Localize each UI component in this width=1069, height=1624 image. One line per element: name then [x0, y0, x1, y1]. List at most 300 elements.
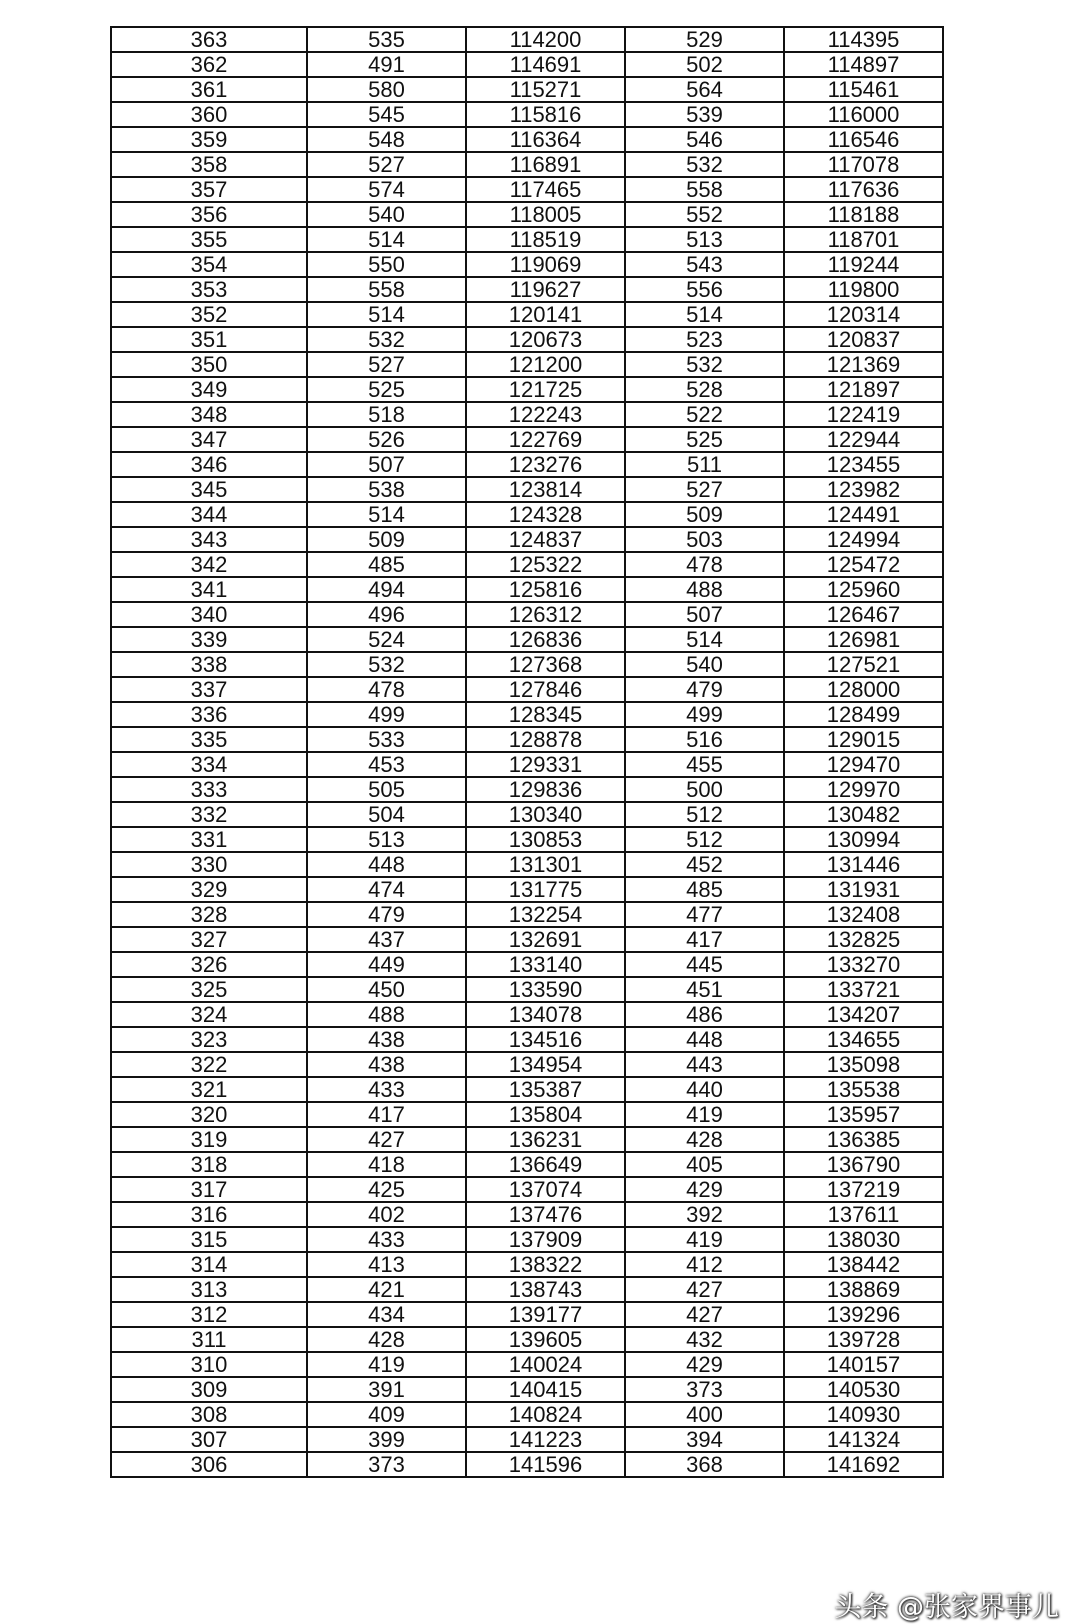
count-b-cell: 400	[625, 1402, 784, 1427]
cumulative-a-cell: 141223	[466, 1427, 625, 1452]
cumulative-b-cell: 134207	[784, 1002, 943, 1027]
count-b-cell: 532	[625, 152, 784, 177]
count-a-cell: 548	[307, 127, 466, 152]
cumulative-a-cell: 134516	[466, 1027, 625, 1052]
table-row	[111, 352, 943, 377]
cumulative-b-cell: 122944	[784, 427, 943, 452]
cumulative-b-cell: 133270	[784, 952, 943, 977]
score-cell: 347	[111, 427, 307, 452]
table-row	[111, 1077, 943, 1102]
cumulative-b-cell: 121369	[784, 352, 943, 377]
cumulative-a-cell: 122243	[466, 402, 625, 427]
count-b-cell: 440	[625, 1077, 784, 1102]
score-cell: 341	[111, 577, 307, 602]
score-cell: 362	[111, 52, 307, 77]
cumulative-b-cell: 116000	[784, 102, 943, 127]
table-row	[111, 1302, 943, 1327]
count-a-cell: 391	[307, 1377, 466, 1402]
table-row	[111, 752, 943, 777]
count-b-cell: 445	[625, 952, 784, 977]
table-row	[111, 677, 943, 702]
score-cell: 355	[111, 227, 307, 252]
cumulative-b-cell: 138442	[784, 1252, 943, 1277]
count-b-cell: 479	[625, 677, 784, 702]
count-a-cell: 504	[307, 802, 466, 827]
count-a-cell: 496	[307, 602, 466, 627]
cumulative-a-cell: 116891	[466, 152, 625, 177]
cumulative-b-cell: 114897	[784, 52, 943, 77]
count-a-cell: 491	[307, 52, 466, 77]
count-b-cell: 392	[625, 1202, 784, 1227]
cumulative-a-cell: 140824	[466, 1402, 625, 1427]
count-b-cell: 419	[625, 1102, 784, 1127]
count-b-cell: 429	[625, 1177, 784, 1202]
score-cell: 320	[111, 1102, 307, 1127]
count-b-cell: 564	[625, 77, 784, 102]
count-a-cell: 413	[307, 1252, 466, 1277]
score-cell: 308	[111, 1402, 307, 1427]
cumulative-b-cell: 129015	[784, 727, 943, 752]
cumulative-a-cell: 129331	[466, 752, 625, 777]
table-row	[111, 627, 943, 652]
table-row	[111, 1027, 943, 1052]
cumulative-b-cell: 123455	[784, 452, 943, 477]
count-b-cell: 486	[625, 1002, 784, 1027]
cumulative-a-cell: 136231	[466, 1127, 625, 1152]
cumulative-a-cell: 138322	[466, 1252, 625, 1277]
score-cell: 336	[111, 702, 307, 727]
watermark-text: 头条 @张家界事儿	[834, 1592, 1059, 1623]
table-row	[111, 1377, 943, 1402]
score-cell: 331	[111, 827, 307, 852]
table-row	[111, 1152, 943, 1177]
count-a-cell: 494	[307, 577, 466, 602]
table-row	[111, 302, 943, 327]
count-a-cell: 538	[307, 477, 466, 502]
cumulative-b-cell: 124491	[784, 502, 943, 527]
count-b-cell: 511	[625, 452, 784, 477]
table-row	[111, 1277, 943, 1302]
cumulative-b-cell: 132825	[784, 927, 943, 952]
count-b-cell: 503	[625, 527, 784, 552]
count-a-cell: 438	[307, 1052, 466, 1077]
score-cell: 338	[111, 652, 307, 677]
count-a-cell: 433	[307, 1227, 466, 1252]
cumulative-a-cell: 141596	[466, 1452, 625, 1477]
score-cell: 351	[111, 327, 307, 352]
table-row	[111, 602, 943, 627]
cumulative-b-cell: 130994	[784, 827, 943, 852]
cumulative-b-cell: 127521	[784, 652, 943, 677]
table-row	[111, 877, 943, 902]
table-row	[111, 152, 943, 177]
count-b-cell: 485	[625, 877, 784, 902]
cumulative-a-cell: 138743	[466, 1277, 625, 1302]
cumulative-a-cell: 122769	[466, 427, 625, 452]
count-b-cell: 558	[625, 177, 784, 202]
score-cell: 328	[111, 902, 307, 927]
cumulative-b-cell: 140157	[784, 1352, 943, 1377]
cumulative-b-cell: 123982	[784, 477, 943, 502]
count-b-cell: 405	[625, 1152, 784, 1177]
table-row	[111, 27, 943, 52]
table-row	[111, 902, 943, 927]
cumulative-b-cell: 119244	[784, 252, 943, 277]
count-a-cell: 540	[307, 202, 466, 227]
count-a-cell: 409	[307, 1402, 466, 1427]
count-b-cell: 512	[625, 802, 784, 827]
table-row	[111, 527, 943, 552]
count-a-cell: 580	[307, 77, 466, 102]
cumulative-b-cell: 126467	[784, 602, 943, 627]
table-row	[111, 102, 943, 127]
score-cell: 345	[111, 477, 307, 502]
table-row	[111, 977, 943, 1002]
cumulative-a-cell: 133590	[466, 977, 625, 1002]
table-row	[111, 1002, 943, 1027]
count-a-cell: 399	[307, 1427, 466, 1452]
count-a-cell: 513	[307, 827, 466, 852]
count-b-cell: 368	[625, 1452, 784, 1477]
count-a-cell: 448	[307, 852, 466, 877]
table-row	[111, 552, 943, 577]
count-a-cell: 574	[307, 177, 466, 202]
cumulative-a-cell: 131301	[466, 852, 625, 877]
cumulative-a-cell: 127368	[466, 652, 625, 677]
cumulative-a-cell: 135387	[466, 1077, 625, 1102]
count-a-cell: 479	[307, 902, 466, 927]
table-row	[111, 77, 943, 102]
score-cell: 316	[111, 1202, 307, 1227]
cumulative-b-cell: 134655	[784, 1027, 943, 1052]
score-cell: 356	[111, 202, 307, 227]
table-row	[111, 52, 943, 77]
count-a-cell: 526	[307, 427, 466, 452]
count-b-cell: 556	[625, 277, 784, 302]
table-row	[111, 252, 943, 277]
cumulative-a-cell: 131775	[466, 877, 625, 902]
score-cell: 327	[111, 927, 307, 952]
score-cell: 358	[111, 152, 307, 177]
count-a-cell: 524	[307, 627, 466, 652]
table-row	[111, 1227, 943, 1252]
count-b-cell: 522	[625, 402, 784, 427]
score-cell: 337	[111, 677, 307, 702]
count-b-cell: 427	[625, 1277, 784, 1302]
score-cell: 340	[111, 602, 307, 627]
count-a-cell: 532	[307, 327, 466, 352]
score-cell: 315	[111, 1227, 307, 1252]
table-row	[111, 1327, 943, 1352]
cumulative-b-cell: 120314	[784, 302, 943, 327]
score-cell: 330	[111, 852, 307, 877]
cumulative-b-cell: 135098	[784, 1052, 943, 1077]
table-row	[111, 702, 943, 727]
score-cell: 324	[111, 1002, 307, 1027]
cumulative-a-cell: 128345	[466, 702, 625, 727]
cumulative-b-cell: 121897	[784, 377, 943, 402]
cumulative-b-cell: 141692	[784, 1452, 943, 1477]
count-b-cell: 429	[625, 1352, 784, 1377]
score-cell: 357	[111, 177, 307, 202]
cumulative-b-cell: 117636	[784, 177, 943, 202]
cumulative-b-cell: 135538	[784, 1077, 943, 1102]
cumulative-b-cell: 114395	[784, 27, 943, 52]
cumulative-b-cell: 131931	[784, 877, 943, 902]
count-a-cell: 425	[307, 1177, 466, 1202]
count-b-cell: 532	[625, 352, 784, 377]
cumulative-a-cell: 139605	[466, 1327, 625, 1352]
cumulative-b-cell: 140530	[784, 1377, 943, 1402]
count-b-cell: 512	[625, 827, 784, 852]
score-cell: 319	[111, 1127, 307, 1152]
cumulative-b-cell: 138030	[784, 1227, 943, 1252]
score-cell: 312	[111, 1302, 307, 1327]
score-cell: 313	[111, 1277, 307, 1302]
cumulative-a-cell: 124328	[466, 502, 625, 527]
table-row	[111, 952, 943, 977]
table-row	[111, 1127, 943, 1152]
count-a-cell: 505	[307, 777, 466, 802]
count-a-cell: 438	[307, 1027, 466, 1052]
score-cell: 363	[111, 27, 307, 52]
cumulative-a-cell: 132691	[466, 927, 625, 952]
count-b-cell: 455	[625, 752, 784, 777]
score-cell: 318	[111, 1152, 307, 1177]
cumulative-b-cell: 118188	[784, 202, 943, 227]
table-row	[111, 277, 943, 302]
count-a-cell: 434	[307, 1302, 466, 1327]
score-cell: 349	[111, 377, 307, 402]
count-a-cell: 535	[307, 27, 466, 52]
cumulative-b-cell: 139728	[784, 1327, 943, 1352]
table-row	[111, 502, 943, 527]
cumulative-b-cell: 138869	[784, 1277, 943, 1302]
cumulative-a-cell: 136649	[466, 1152, 625, 1177]
cumulative-a-cell: 133140	[466, 952, 625, 977]
cumulative-b-cell: 117078	[784, 152, 943, 177]
count-b-cell: 507	[625, 602, 784, 627]
score-cell: 332	[111, 802, 307, 827]
cumulative-a-cell: 137909	[466, 1227, 625, 1252]
cumulative-a-cell: 125322	[466, 552, 625, 577]
cumulative-a-cell: 115816	[466, 102, 625, 127]
count-a-cell: 499	[307, 702, 466, 727]
cumulative-b-cell: 132408	[784, 902, 943, 927]
table-row	[111, 477, 943, 502]
cumulative-b-cell: 128000	[784, 677, 943, 702]
count-a-cell: 545	[307, 102, 466, 127]
table-row	[111, 177, 943, 202]
score-distribution-table	[110, 26, 944, 1478]
cumulative-a-cell: 134078	[466, 1002, 625, 1027]
score-cell: 317	[111, 1177, 307, 1202]
count-b-cell: 516	[625, 727, 784, 752]
count-b-cell: 477	[625, 902, 784, 927]
count-a-cell: 427	[307, 1127, 466, 1152]
count-b-cell: 546	[625, 127, 784, 152]
cumulative-a-cell: 117465	[466, 177, 625, 202]
table-row	[111, 1102, 943, 1127]
score-cell: 359	[111, 127, 307, 152]
score-cell: 344	[111, 502, 307, 527]
table-row	[111, 827, 943, 852]
count-a-cell: 527	[307, 152, 466, 177]
count-a-cell: 550	[307, 252, 466, 277]
table-row	[111, 452, 943, 477]
cumulative-a-cell: 135804	[466, 1102, 625, 1127]
count-a-cell: 558	[307, 277, 466, 302]
cumulative-a-cell: 127846	[466, 677, 625, 702]
cumulative-a-cell: 128878	[466, 727, 625, 752]
table-row	[111, 402, 943, 427]
cumulative-b-cell: 125472	[784, 552, 943, 577]
score-cell: 352	[111, 302, 307, 327]
count-a-cell: 509	[307, 527, 466, 552]
cumulative-a-cell: 124837	[466, 527, 625, 552]
score-cell: 339	[111, 627, 307, 652]
cumulative-a-cell: 130340	[466, 802, 625, 827]
score-cell: 343	[111, 527, 307, 552]
cumulative-b-cell: 116546	[784, 127, 943, 152]
score-cell: 306	[111, 1452, 307, 1477]
count-b-cell: 527	[625, 477, 784, 502]
table-row	[111, 1452, 943, 1477]
count-a-cell: 507	[307, 452, 466, 477]
count-b-cell: 502	[625, 52, 784, 77]
table-row	[111, 1177, 943, 1202]
count-a-cell: 373	[307, 1452, 466, 1477]
cumulative-a-cell: 139177	[466, 1302, 625, 1327]
cumulative-b-cell: 118701	[784, 227, 943, 252]
table-row	[111, 1202, 943, 1227]
count-b-cell: 432	[625, 1327, 784, 1352]
score-cell: 361	[111, 77, 307, 102]
table-row	[111, 202, 943, 227]
table-body	[111, 27, 943, 1477]
count-a-cell: 428	[307, 1327, 466, 1352]
count-a-cell: 433	[307, 1077, 466, 1102]
table-row	[111, 377, 943, 402]
cumulative-b-cell: 130482	[784, 802, 943, 827]
cumulative-b-cell: 125960	[784, 577, 943, 602]
table-row	[111, 652, 943, 677]
score-cell: 310	[111, 1352, 307, 1377]
score-cell: 342	[111, 552, 307, 577]
cumulative-b-cell: 115461	[784, 77, 943, 102]
count-a-cell: 518	[307, 402, 466, 427]
cumulative-b-cell: 136790	[784, 1152, 943, 1177]
score-cell: 346	[111, 452, 307, 477]
count-a-cell: 419	[307, 1352, 466, 1377]
cumulative-b-cell: 135957	[784, 1102, 943, 1127]
score-cell: 354	[111, 252, 307, 277]
count-a-cell: 474	[307, 877, 466, 902]
cumulative-b-cell: 137219	[784, 1177, 943, 1202]
score-cell: 353	[111, 277, 307, 302]
cumulative-a-cell: 120141	[466, 302, 625, 327]
score-cell: 329	[111, 877, 307, 902]
cumulative-a-cell: 137074	[466, 1177, 625, 1202]
table-row	[111, 1427, 943, 1452]
table-row	[111, 427, 943, 452]
cumulative-a-cell: 118519	[466, 227, 625, 252]
cumulative-a-cell: 129836	[466, 777, 625, 802]
count-b-cell: 513	[625, 227, 784, 252]
count-a-cell: 421	[307, 1277, 466, 1302]
score-cell: 326	[111, 952, 307, 977]
score-cell: 311	[111, 1327, 307, 1352]
count-b-cell: 394	[625, 1427, 784, 1452]
cumulative-b-cell: 120837	[784, 327, 943, 352]
count-a-cell: 525	[307, 377, 466, 402]
cumulative-a-cell: 120673	[466, 327, 625, 352]
score-cell: 348	[111, 402, 307, 427]
cumulative-b-cell: 131446	[784, 852, 943, 877]
cumulative-a-cell: 119069	[466, 252, 625, 277]
count-a-cell: 514	[307, 302, 466, 327]
count-a-cell: 417	[307, 1102, 466, 1127]
count-b-cell: 500	[625, 777, 784, 802]
cumulative-b-cell: 141324	[784, 1427, 943, 1452]
score-cell: 334	[111, 752, 307, 777]
table-row	[111, 852, 943, 877]
count-a-cell: 450	[307, 977, 466, 1002]
count-a-cell: 437	[307, 927, 466, 952]
score-cell: 325	[111, 977, 307, 1002]
table-row	[111, 1352, 943, 1377]
score-cell: 323	[111, 1027, 307, 1052]
count-b-cell: 514	[625, 302, 784, 327]
cumulative-a-cell: 130853	[466, 827, 625, 852]
table-row	[111, 1402, 943, 1427]
score-cell: 333	[111, 777, 307, 802]
score-cell: 309	[111, 1377, 307, 1402]
count-b-cell: 540	[625, 652, 784, 677]
table-row	[111, 227, 943, 252]
count-b-cell: 417	[625, 927, 784, 952]
table-row	[111, 802, 943, 827]
score-cell: 360	[111, 102, 307, 127]
count-a-cell: 485	[307, 552, 466, 577]
score-cell: 350	[111, 352, 307, 377]
count-a-cell: 488	[307, 1002, 466, 1027]
cumulative-a-cell: 121200	[466, 352, 625, 377]
cumulative-b-cell: 140930	[784, 1402, 943, 1427]
cumulative-a-cell: 118005	[466, 202, 625, 227]
count-a-cell: 533	[307, 727, 466, 752]
cumulative-a-cell: 132254	[466, 902, 625, 927]
count-b-cell: 419	[625, 1227, 784, 1252]
table-row	[111, 727, 943, 752]
count-a-cell: 478	[307, 677, 466, 702]
count-b-cell: 529	[625, 27, 784, 52]
cumulative-a-cell: 134954	[466, 1052, 625, 1077]
cumulative-a-cell: 114691	[466, 52, 625, 77]
count-b-cell: 488	[625, 577, 784, 602]
count-b-cell: 525	[625, 427, 784, 452]
count-b-cell: 478	[625, 552, 784, 577]
count-b-cell: 448	[625, 1027, 784, 1052]
cumulative-b-cell: 133721	[784, 977, 943, 1002]
cumulative-a-cell: 125816	[466, 577, 625, 602]
table-row	[111, 927, 943, 952]
count-a-cell: 418	[307, 1152, 466, 1177]
score-cell: 335	[111, 727, 307, 752]
cumulative-b-cell: 126981	[784, 627, 943, 652]
count-a-cell: 402	[307, 1202, 466, 1227]
score-cell: 307	[111, 1427, 307, 1452]
